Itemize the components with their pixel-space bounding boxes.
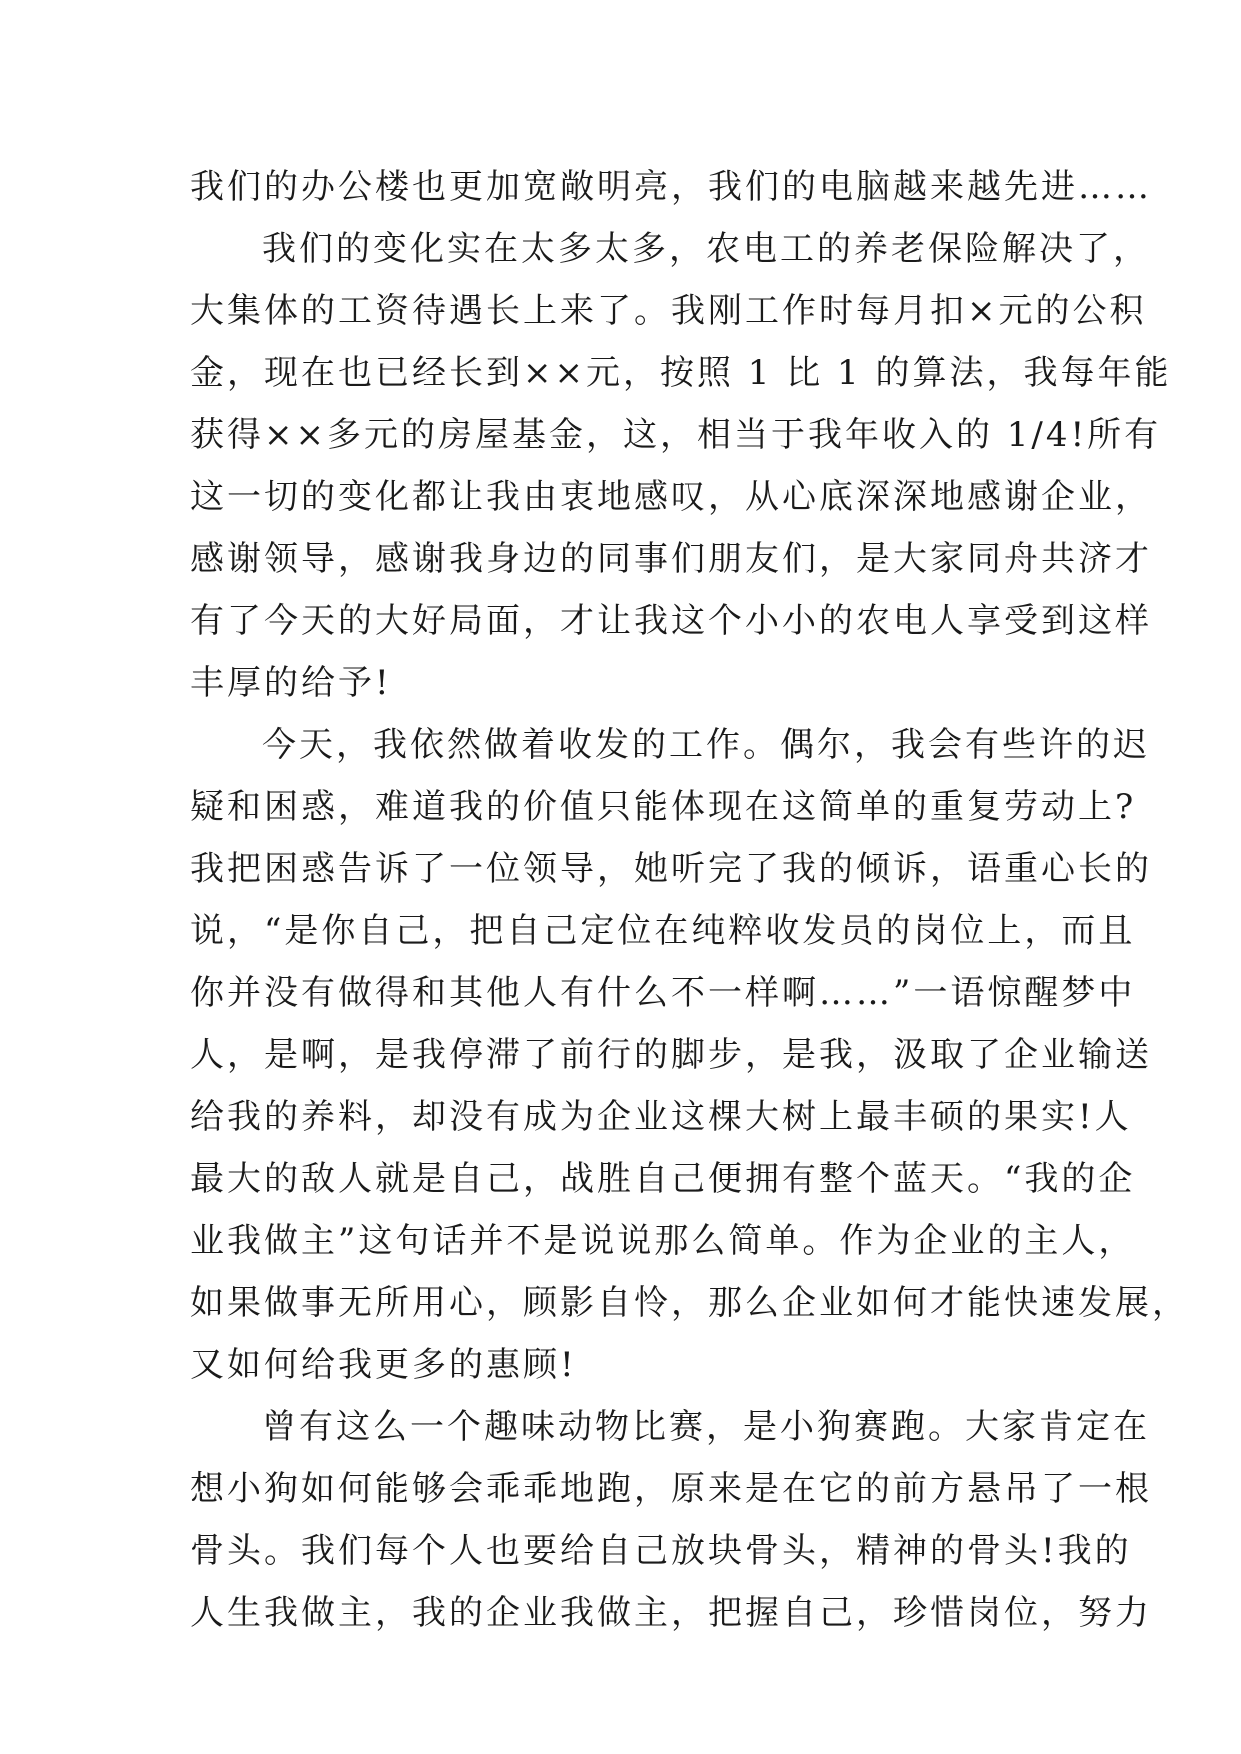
text-line: 给我的养料，却没有成为企业这棵大树上最丰硕的果实!人 [190, 1097, 1132, 1137]
text-line: 疑和困惑，难道我的价值只能体现在这简单的重复劳动上? [190, 787, 1137, 827]
text-line: 我们的变化实在太多太多，农电工的养老保险解决了， [262, 229, 1150, 269]
text-line: 我们的办公楼也更加宽敞明亮，我们的电脑越来越先进…… [190, 167, 1152, 207]
text-line: 想小狗如何能够会乖乖地跑，原来是在它的前方悬吊了一根 [190, 1469, 1152, 1509]
text-line: 你并没有做得和其他人有什么不一样啊……”一语惊醒梦中 [190, 973, 1136, 1013]
text-line: 今天，我依然做着收发的工作。偶尔，我会有些许的迟 [262, 725, 1150, 765]
text-line: 曾有这么一个趣味动物比赛，是小狗赛跑。大家肯定在 [262, 1407, 1150, 1447]
text-line: 人，是啊，是我停滞了前行的脚步，是我，汲取了企业输送 [190, 1035, 1152, 1075]
text-line: 业我做主”这句话并不是说说那么简单。作为企业的主人， [190, 1221, 1136, 1261]
text-line: 我把困惑告诉了一位领导，她听完了我的倾诉，语重心长的 [190, 849, 1152, 889]
body-text [190, 156, 1189, 1644]
text-line: 大集体的工资待遇长上来了。我刚工作时每月扣×元的公积 [190, 291, 1147, 331]
text-line: 感谢领导，感谢我身边的同事们朋友们，是大家同舟共济才 [190, 539, 1152, 579]
text-line: 最大的敌人就是自己，战胜自己便拥有整个蓝天。“我的企 [190, 1159, 1136, 1199]
text-line: 丰厚的给予! [190, 663, 392, 703]
text-line: 人生我做主，我的企业我做主，把握自己，珍惜岗位，努力 [190, 1593, 1152, 1633]
text-line: 这一切的变化都让我由衷地感叹，从心底深深地感谢企业， [190, 477, 1152, 517]
text-line: 骨头。我们每个人也要给自己放块骨头，精神的骨头!我的 [190, 1531, 1132, 1571]
text-line: 金，现在也已经长到××元，按照 1 比 1 的算法，我每年能 [190, 353, 1172, 393]
text-line: 又如何给我更多的惠顾! [190, 1345, 577, 1385]
text-line: 有了今天的大好局面，才让我这个小小的农电人享受到这样 [190, 601, 1152, 641]
text-line: 说，“是你自己，把自己定位在纯粹收发员的岗位上，而且 [190, 911, 1136, 951]
text-line: 如果做事无所用心，顾影自怜，那么企业如何才能快速发展， [190, 1283, 1189, 1323]
text-line: 获得××多元的房屋基金，这，相当于我年收入的 1/4!所有 [190, 415, 1162, 455]
